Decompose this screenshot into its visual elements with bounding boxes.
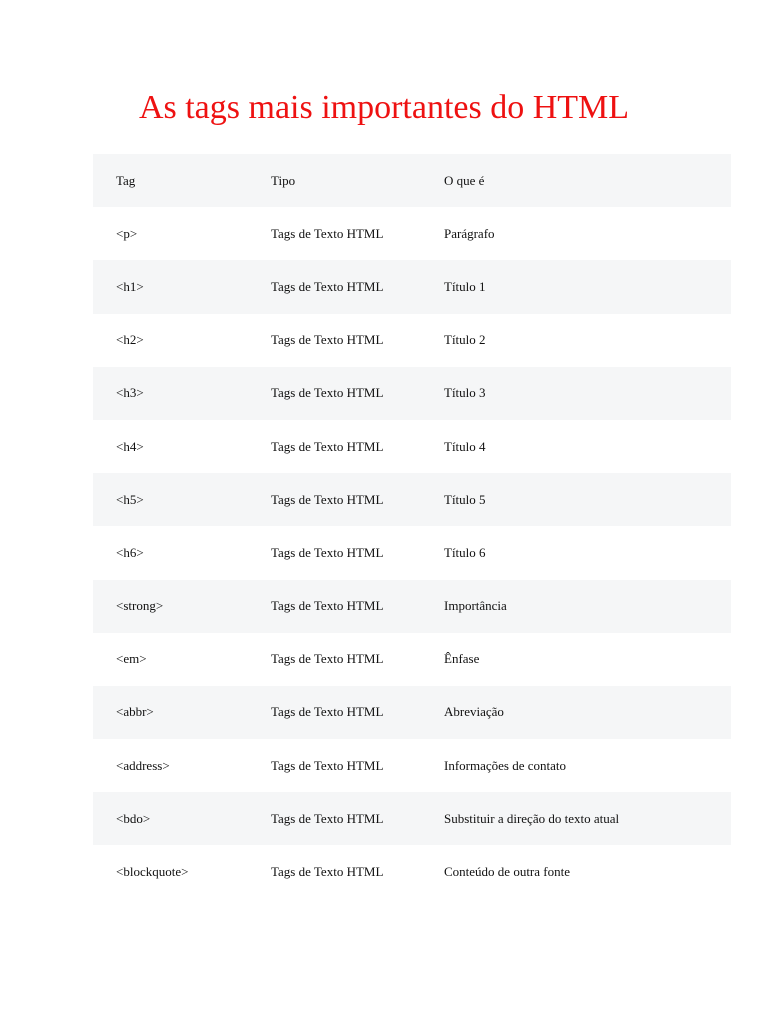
cell-tag: <h1>	[116, 278, 144, 294]
cell-tag: <h3>	[116, 385, 144, 401]
table-header-row	[93, 154, 731, 207]
table-row	[93, 207, 731, 260]
cell-tag: <address>	[116, 757, 170, 773]
table-row	[93, 526, 731, 579]
table-row	[93, 367, 731, 420]
cell-tipo: Tags de Texto HTML	[271, 757, 384, 773]
cell-descricao: Título 3	[444, 385, 486, 401]
cell-tipo: Tags de Texto HTML	[271, 332, 384, 348]
cell-descricao: Título 2	[444, 332, 486, 348]
cell-descricao: Título 4	[444, 438, 486, 454]
page-title: As tags mais importantes do HTML	[138, 89, 630, 126]
cell-descricao: Título 6	[444, 544, 486, 560]
cell-tipo: Tags de Texto HTML	[271, 491, 384, 507]
table-row	[93, 739, 731, 792]
cell-descricao: Parágrafo	[444, 225, 495, 241]
cell-descricao: Abreviação	[444, 704, 504, 720]
table-row	[93, 580, 731, 633]
cell-tag: <h6>	[116, 544, 144, 560]
table-row	[93, 420, 731, 473]
cell-tipo: Tags de Texto HTML	[271, 438, 384, 454]
cell-descricao: Título 1	[444, 278, 486, 294]
tags-table	[93, 154, 731, 899]
table-row	[93, 633, 731, 686]
cell-tag: <h5>	[116, 491, 144, 507]
cell-descricao: Título 5	[444, 491, 486, 507]
table-row	[93, 686, 731, 739]
cell-tipo: Tags de Texto HTML	[271, 225, 384, 241]
cell-tag: <strong>	[116, 598, 164, 614]
cell-tag: <p>	[116, 225, 138, 241]
cell-descricao: Conteúdo de outra fonte	[444, 864, 570, 880]
table-row	[93, 792, 731, 845]
header-tag: Tag	[116, 172, 136, 188]
cell-tipo: Tags de Texto HTML	[271, 598, 384, 614]
table-row	[93, 473, 731, 526]
cell-tag: <h4>	[116, 438, 144, 454]
cell-tipo: Tags de Texto HTML	[271, 544, 384, 560]
cell-descricao: Importância	[444, 598, 507, 614]
header-tipo: Tipo	[271, 172, 296, 188]
cell-tipo: Tags de Texto HTML	[271, 278, 384, 294]
table-row	[93, 845, 731, 898]
cell-tipo: Tags de Texto HTML	[271, 864, 384, 880]
cell-tag: <h2>	[116, 332, 144, 348]
cell-tag: <blockquote>	[116, 864, 189, 880]
table-row	[93, 260, 731, 313]
cell-tipo: Tags de Texto HTML	[271, 651, 384, 667]
cell-descricao: Informações de contato	[444, 757, 567, 773]
table-row	[93, 314, 731, 367]
cell-tag: <abbr>	[116, 704, 154, 720]
cell-tag: <em>	[116, 651, 147, 667]
cell-descricao: Substituir a direção do texto atual	[444, 810, 620, 826]
cell-tag: <bdo>	[116, 810, 151, 826]
cell-tipo: Tags de Texto HTML	[271, 385, 384, 401]
cell-descricao: Ênfase	[444, 651, 480, 667]
cell-tipo: Tags de Texto HTML	[271, 810, 384, 826]
header-o-que-e: O que é	[444, 172, 485, 188]
cell-tipo: Tags de Texto HTML	[271, 704, 384, 720]
